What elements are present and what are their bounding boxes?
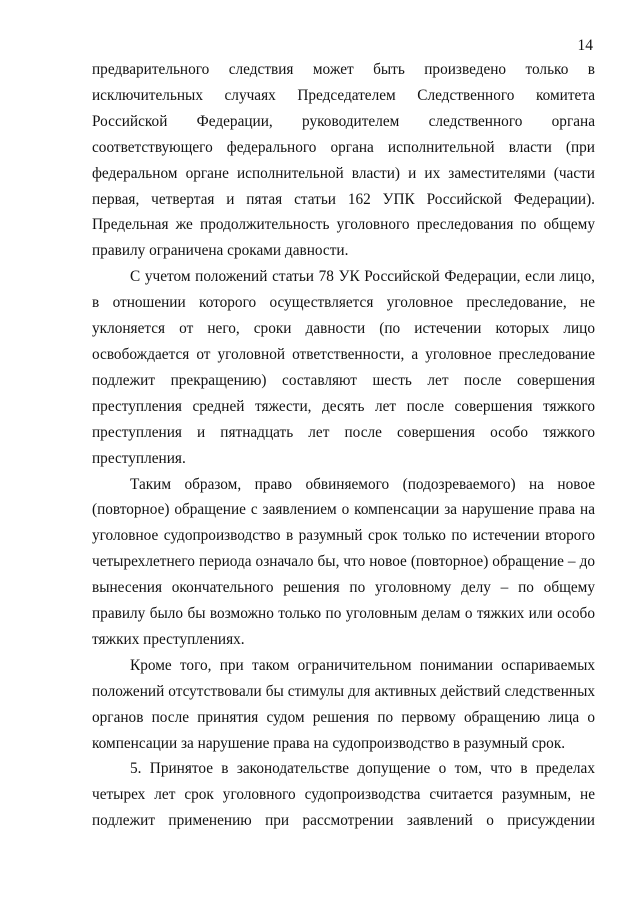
page-number: 14 <box>577 37 593 54</box>
paragraph-statute-of-limitations: С учетом положений статьи 78 УК Российской Федерации, если лицо, в отношении которого осуществляется уголовное преследование, не уклоняется от него, сроки давности (по истечении которых лицо освобождается от уголовной ответственности, а уголовное преследование подлежит прекращению) составляют шесть лет после совершения преступления средней тяжести, десять лет после совершения тяжкого преступления и пятнадцать лет после совершения особо тяжкого преступления. <box>92 268 595 467</box>
paragraph-item-5: 5. Принятое в законодательстве допущение о том, что в пределах четырех лет срок уголовного судопроизводства считается разумным, не подлежит применению при рассмотрении заявлений о присуждении <box>92 760 595 830</box>
paragraph-preliminary-investigation: предварительного следствия может быть произведено только в исключительных случаях Председателем Следственного комитета Российской Федерации, руководителем следственного органа соответствующего федерального органа исполнительной власти (при федеральном органе исполнительной власти) и их заместителями (части первая, четвертая и пятая статьи 162 УПК Российской Федерации). Предельная же продолжительность уголовного преследования по общему правилу ограничена сроками давности. <box>92 61 595 260</box>
document-body <box>92 57 595 834</box>
paragraph-investigative-incentives: Кроме того, при таком ограничительном понимании оспариваемых положений отсутствовали бы стимулы для активных действий следственных органов после принятия судом решения по первому обращению лица о компенсации за нарушение права на судопроизводство в разумный срок. <box>92 656 595 752</box>
paragraph-repeated-application: Таким образом, право обвиняемого (подозреваемого) на новое (повторное) обращение с заявлением о компенсации за нарушение права на уголовное судопроизводство в разумный срок только по истечении второго четырехлетнего периода означало бы, что новое (повторное) обращение – до вынесения окончательного решения по уголовному делу – по общему правилу было бы возможно только по уголовным делам о тяжких или особо тяжких преступлениях. <box>92 475 595 648</box>
